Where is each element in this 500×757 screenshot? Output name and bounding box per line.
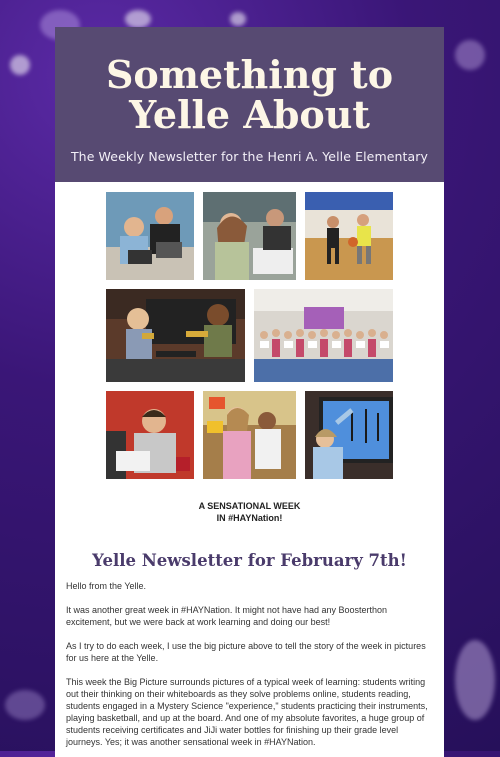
paragraph: This week the Big Picture surrounds pictures of a typical week of learning: students writing out their thinking on their whiteboards as they solve problems online, students reading, students engaged in a Mystery Science "experience," students practicing their instruments, playing basketball, and up at the board. And one of my absolute favorites, a huge group of students receiving certificates and JiJi water bottles for finishing up their grade level journeys. Yes; it was another sensational week in #HAYNation. bbox=[66, 677, 428, 747]
title-line-1: Something to bbox=[105, 52, 394, 97]
background-sparkle bbox=[230, 12, 246, 26]
photo-student-at-board[interactable] bbox=[305, 391, 393, 479]
photo-student-instrument[interactable] bbox=[106, 289, 245, 382]
photo-student-whiteboard[interactable] bbox=[203, 192, 296, 280]
background-sparkle bbox=[125, 10, 151, 28]
paragraph: As I try to do each week, I use the big picture above to tell the story of the week in pictures for us here at the Yelle. bbox=[66, 641, 426, 663]
title-line-2: Yelle About bbox=[129, 92, 370, 137]
photo-students-certificates[interactable] bbox=[254, 289, 393, 382]
article-heading: Yelle Newsletter for February 7th! bbox=[92, 551, 407, 570]
background-sparkle bbox=[5, 690, 45, 720]
caption-line-1: A SENSATIONAL WEEK bbox=[198, 501, 301, 511]
photo-mystery-science[interactable] bbox=[203, 391, 296, 479]
background-sparkle bbox=[10, 55, 30, 75]
newsletter-title bbox=[55, 27, 444, 135]
background-sparkle bbox=[455, 640, 495, 720]
newsletter-header bbox=[55, 27, 444, 182]
photo-basketball-gym[interactable] bbox=[305, 192, 393, 280]
newsletter-card bbox=[55, 27, 444, 757]
sensational-week-caption bbox=[55, 500, 444, 524]
photo-students-laptops[interactable] bbox=[106, 192, 194, 280]
caption-line-2: IN #HAYNation! bbox=[216, 513, 283, 523]
big-picture-collage bbox=[55, 182, 444, 497]
background-sparkle bbox=[455, 40, 485, 70]
newsletter-subtitle: The Weekly Newsletter for the Henri A. Yelle Elementary bbox=[70, 149, 429, 164]
photo-student-reading[interactable] bbox=[106, 391, 194, 479]
article-body bbox=[55, 580, 444, 748]
paragraph: It was another great week in #HAYNation. It might not have had any Boosterthon excitement, but we were back at work learning and doing our best! bbox=[66, 605, 388, 627]
paragraph: Hello from the Yelle. bbox=[66, 581, 147, 591]
